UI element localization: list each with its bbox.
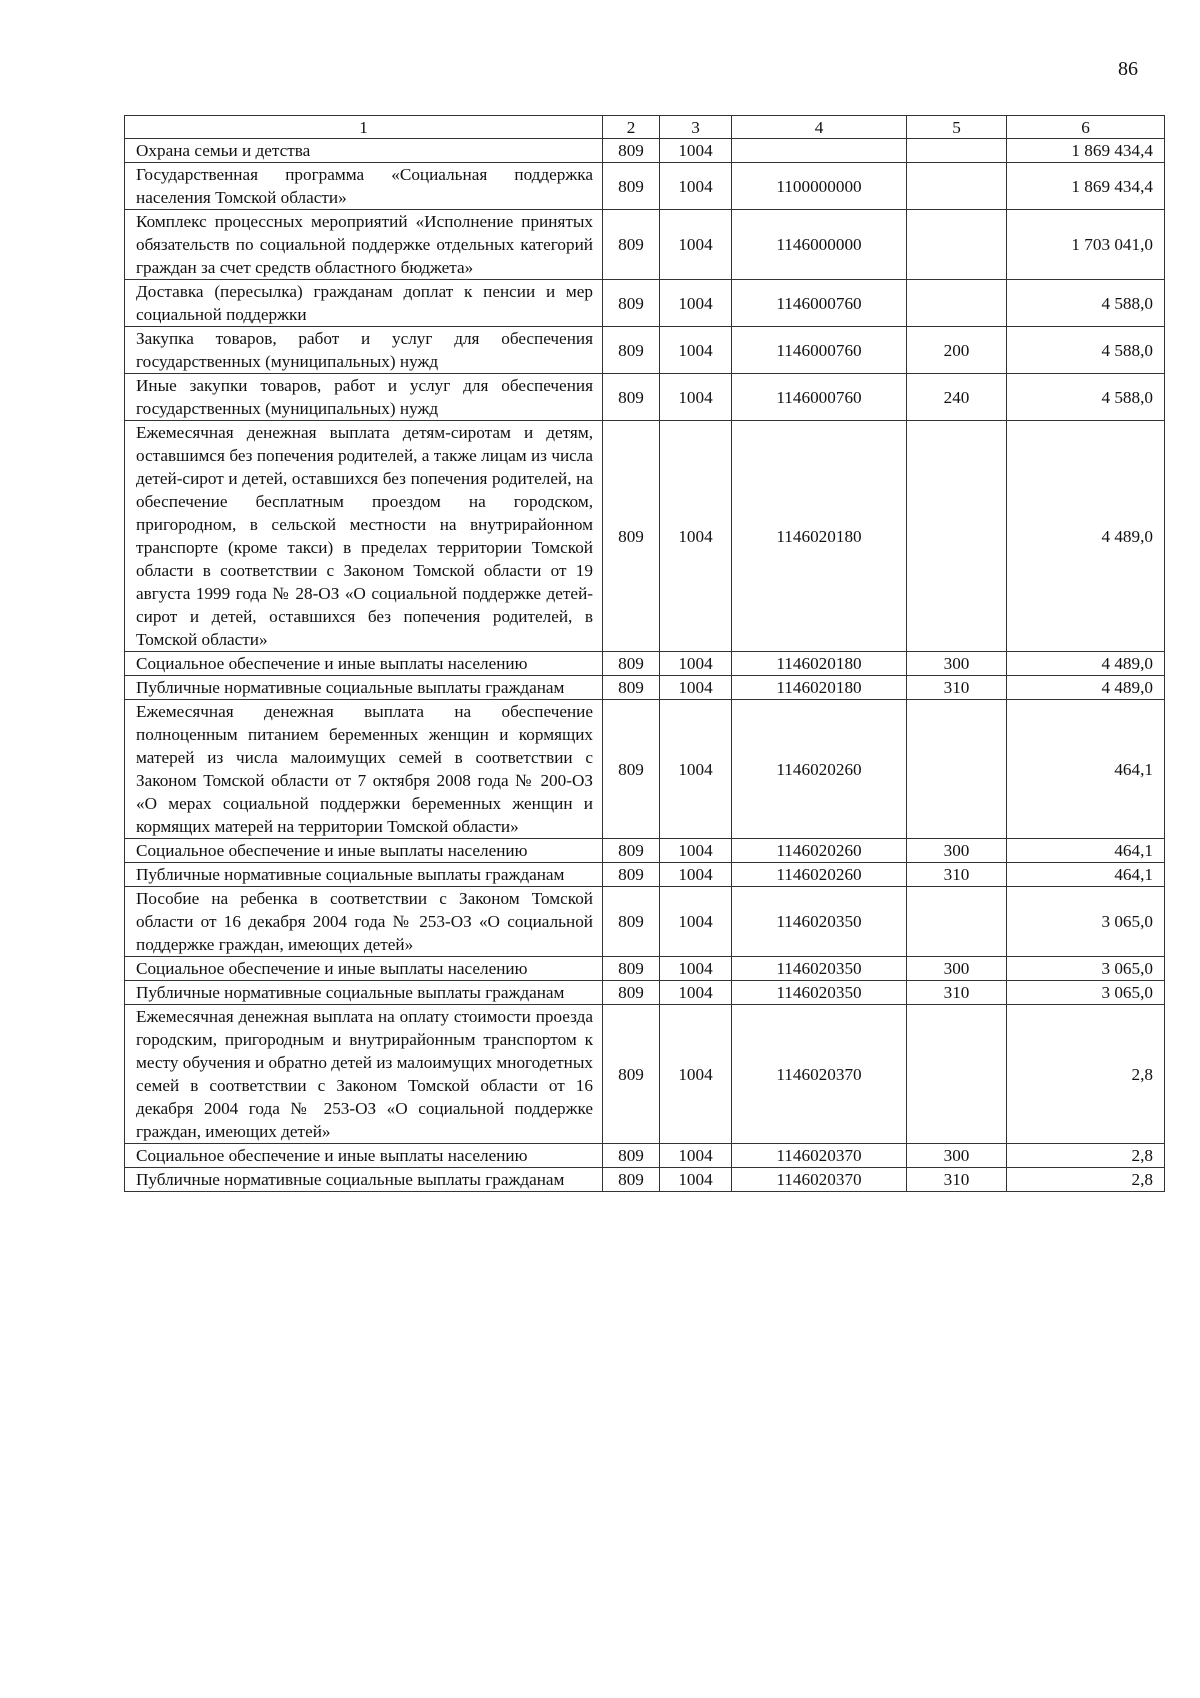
amount-cell: 4 489,0 (1007, 676, 1165, 700)
section-code-cell: 1004 (660, 676, 732, 700)
table-row (125, 676, 1165, 700)
expense-type-cell (907, 139, 1007, 163)
expense-type-cell (907, 163, 1007, 210)
name-cell: Комплекс процессных мероприятий «Исполнение принятых обязательств по социальной поддержке отдельных категорий граждан за счет средств областного бюджета» (125, 210, 603, 280)
name-cell: Социальное обеспечение и иные выплаты населению (125, 1144, 603, 1168)
name-cell: Доставка (пересылка) гражданам доплат к пенсии и мер социальной поддержки (125, 280, 603, 327)
section-code-cell: 1004 (660, 839, 732, 863)
section-code-cell: 1004 (660, 327, 732, 374)
table-row (125, 700, 1165, 839)
amount-cell: 1 869 434,4 (1007, 139, 1165, 163)
section-code-cell: 1004 (660, 163, 732, 210)
ministry-code-cell: 809 (603, 327, 660, 374)
table-header-row (125, 116, 1165, 139)
amount-cell: 4 489,0 (1007, 421, 1165, 652)
name-cell: Охрана семьи и детства (125, 139, 603, 163)
expense-type-cell: 300 (907, 1144, 1007, 1168)
target-article-cell: 1146020180 (732, 421, 907, 652)
ministry-code-cell: 809 (603, 887, 660, 957)
amount-cell: 4 588,0 (1007, 374, 1165, 421)
target-article-cell: 1146020260 (732, 863, 907, 887)
target-article-cell: 1146020260 (732, 839, 907, 863)
name-cell: Государственная программа «Социальная поддержка населения Томской области» (125, 163, 603, 210)
amount-cell: 464,1 (1007, 863, 1165, 887)
amount-cell: 3 065,0 (1007, 887, 1165, 957)
amount-cell: 3 065,0 (1007, 957, 1165, 981)
target-article-cell: 1146020180 (732, 652, 907, 676)
column-header-2: 2 (603, 116, 660, 139)
target-article-cell: 1146000000 (732, 210, 907, 280)
expense-type-cell: 310 (907, 1168, 1007, 1192)
budget-table (124, 115, 1165, 1192)
expense-type-cell: 240 (907, 374, 1007, 421)
section-code-cell: 1004 (660, 139, 732, 163)
target-article-cell: 1146020350 (732, 981, 907, 1005)
ministry-code-cell: 809 (603, 1144, 660, 1168)
ministry-code-cell: 809 (603, 700, 660, 839)
expense-type-cell (907, 700, 1007, 839)
name-cell: Публичные нормативные социальные выплаты гражданам (125, 1168, 603, 1192)
table-row (125, 652, 1165, 676)
column-header-5: 5 (907, 116, 1007, 139)
expense-type-cell (907, 887, 1007, 957)
section-code-cell: 1004 (660, 957, 732, 981)
ministry-code-cell: 809 (603, 1005, 660, 1144)
ministry-code-cell: 809 (603, 210, 660, 280)
section-code-cell: 1004 (660, 887, 732, 957)
ministry-code-cell: 809 (603, 957, 660, 981)
table-row (125, 1144, 1165, 1168)
amount-cell: 1 703 041,0 (1007, 210, 1165, 280)
target-article-cell: 1146020370 (732, 1168, 907, 1192)
section-code-cell: 1004 (660, 1005, 732, 1144)
ministry-code-cell: 809 (603, 863, 660, 887)
page-number: 86 (1118, 58, 1138, 80)
target-article-cell: 1146000760 (732, 280, 907, 327)
expense-type-cell (907, 210, 1007, 280)
name-cell: Публичные нормативные социальные выплаты гражданам (125, 981, 603, 1005)
table-body (125, 116, 1165, 1192)
name-cell: Иные закупки товаров, работ и услуг для обеспечения государственных (муниципальных) нужд (125, 374, 603, 421)
ministry-code-cell: 809 (603, 981, 660, 1005)
expense-type-cell (907, 280, 1007, 327)
ministry-code-cell: 809 (603, 1168, 660, 1192)
amount-cell: 2,8 (1007, 1005, 1165, 1144)
target-article-cell: 1146000760 (732, 374, 907, 421)
target-article-cell: 1146020350 (732, 887, 907, 957)
section-code-cell: 1004 (660, 1168, 732, 1192)
expense-type-cell: 300 (907, 839, 1007, 863)
expense-type-cell: 310 (907, 863, 1007, 887)
expense-type-cell (907, 1005, 1007, 1144)
ministry-code-cell: 809 (603, 421, 660, 652)
name-cell: Ежемесячная денежная выплата на оплату стоимости проезда городским, пригородным и внутрирайонным транспортом к месту обучения и обратно детей из малоимущих многодетных семей в соответствии с Законом Томской области от 16 декабря 2004 года № 253-ОЗ «О социальной поддержке граждан, имеющих детей» (125, 1005, 603, 1144)
ministry-code-cell: 809 (603, 374, 660, 421)
expense-type-cell (907, 421, 1007, 652)
expense-type-cell: 310 (907, 981, 1007, 1005)
table-row (125, 280, 1165, 327)
section-code-cell: 1004 (660, 700, 732, 839)
amount-cell: 464,1 (1007, 839, 1165, 863)
table-row (125, 139, 1165, 163)
table-row (125, 1168, 1165, 1192)
column-header-6: 6 (1007, 116, 1165, 139)
name-cell: Ежемесячная денежная выплата на обеспечение полноценным питанием беременных женщин и кормящих матерей из числа малоимущих семей в соответствии с Законом Томской области от 7 октября 2008 года № 200-ОЗ «О мерах социальной поддержки беременных женщин и кормящих матерей на территории Томской области» (125, 700, 603, 839)
expense-type-cell: 310 (907, 676, 1007, 700)
name-cell: Социальное обеспечение и иные выплаты населению (125, 652, 603, 676)
section-code-cell: 1004 (660, 652, 732, 676)
table-row (125, 210, 1165, 280)
expense-type-cell: 200 (907, 327, 1007, 374)
table-row (125, 1005, 1165, 1144)
name-cell: Пособие на ребенка в соответствии с Законом Томской области от 16 декабря 2004 года № 253-ОЗ «О социальной поддержке граждан, имеющих детей» (125, 887, 603, 957)
ministry-code-cell: 809 (603, 163, 660, 210)
table-row (125, 839, 1165, 863)
column-header-3: 3 (660, 116, 732, 139)
amount-cell: 2,8 (1007, 1168, 1165, 1192)
target-article-cell (732, 139, 907, 163)
ministry-code-cell: 809 (603, 676, 660, 700)
target-article-cell: 1146020370 (732, 1144, 907, 1168)
section-code-cell: 1004 (660, 1144, 732, 1168)
target-article-cell: 1146020350 (732, 957, 907, 981)
table-row (125, 374, 1165, 421)
amount-cell: 3 065,0 (1007, 981, 1165, 1005)
expense-type-cell: 300 (907, 652, 1007, 676)
section-code-cell: 1004 (660, 981, 732, 1005)
ministry-code-cell: 809 (603, 652, 660, 676)
section-code-cell: 1004 (660, 210, 732, 280)
ministry-code-cell: 809 (603, 839, 660, 863)
amount-cell: 4 588,0 (1007, 280, 1165, 327)
expense-type-cell: 300 (907, 957, 1007, 981)
table-row (125, 863, 1165, 887)
section-code-cell: 1004 (660, 421, 732, 652)
amount-cell: 2,8 (1007, 1144, 1165, 1168)
name-cell: Социальное обеспечение и иные выплаты населению (125, 839, 603, 863)
section-code-cell: 1004 (660, 374, 732, 421)
table-row (125, 421, 1165, 652)
target-article-cell: 1146020260 (732, 700, 907, 839)
amount-cell: 464,1 (1007, 700, 1165, 839)
target-article-cell: 1146020180 (732, 676, 907, 700)
name-cell: Публичные нормативные социальные выплаты гражданам (125, 676, 603, 700)
target-article-cell: 1146020370 (732, 1005, 907, 1144)
section-code-cell: 1004 (660, 863, 732, 887)
ministry-code-cell: 809 (603, 139, 660, 163)
table-row (125, 163, 1165, 210)
column-header-4: 4 (732, 116, 907, 139)
table-row (125, 957, 1165, 981)
name-cell: Публичные нормативные социальные выплаты гражданам (125, 863, 603, 887)
name-cell: Социальное обеспечение и иные выплаты населению (125, 957, 603, 981)
amount-cell: 4 489,0 (1007, 652, 1165, 676)
table-row (125, 327, 1165, 374)
ministry-code-cell: 809 (603, 280, 660, 327)
name-cell: Ежемесячная денежная выплата детям-сиротам и детям, оставшимся без попечения родителей, а также лицам из числа детей-сирот и детей, оставшихся без попечения родителей, на обеспечение бесплатным проездом на городском, пригородном, в сельской местности на внутрирайонном транспорте (кроме такси) в пределах территории Томской области в соответствии с Законом Томской области от 19 августа 1999 года № 28-ОЗ «О социальной поддержке детей-сирот и детей, оставшихся без попечения родителей, в Томской области» (125, 421, 603, 652)
table-row (125, 981, 1165, 1005)
column-header-1: 1 (125, 116, 603, 139)
name-cell: Закупка товаров, работ и услуг для обеспечения государственных (муниципальных) нужд (125, 327, 603, 374)
amount-cell: 4 588,0 (1007, 327, 1165, 374)
amount-cell: 1 869 434,4 (1007, 163, 1165, 210)
target-article-cell: 1100000000 (732, 163, 907, 210)
target-article-cell: 1146000760 (732, 327, 907, 374)
table-row (125, 887, 1165, 957)
section-code-cell: 1004 (660, 280, 732, 327)
